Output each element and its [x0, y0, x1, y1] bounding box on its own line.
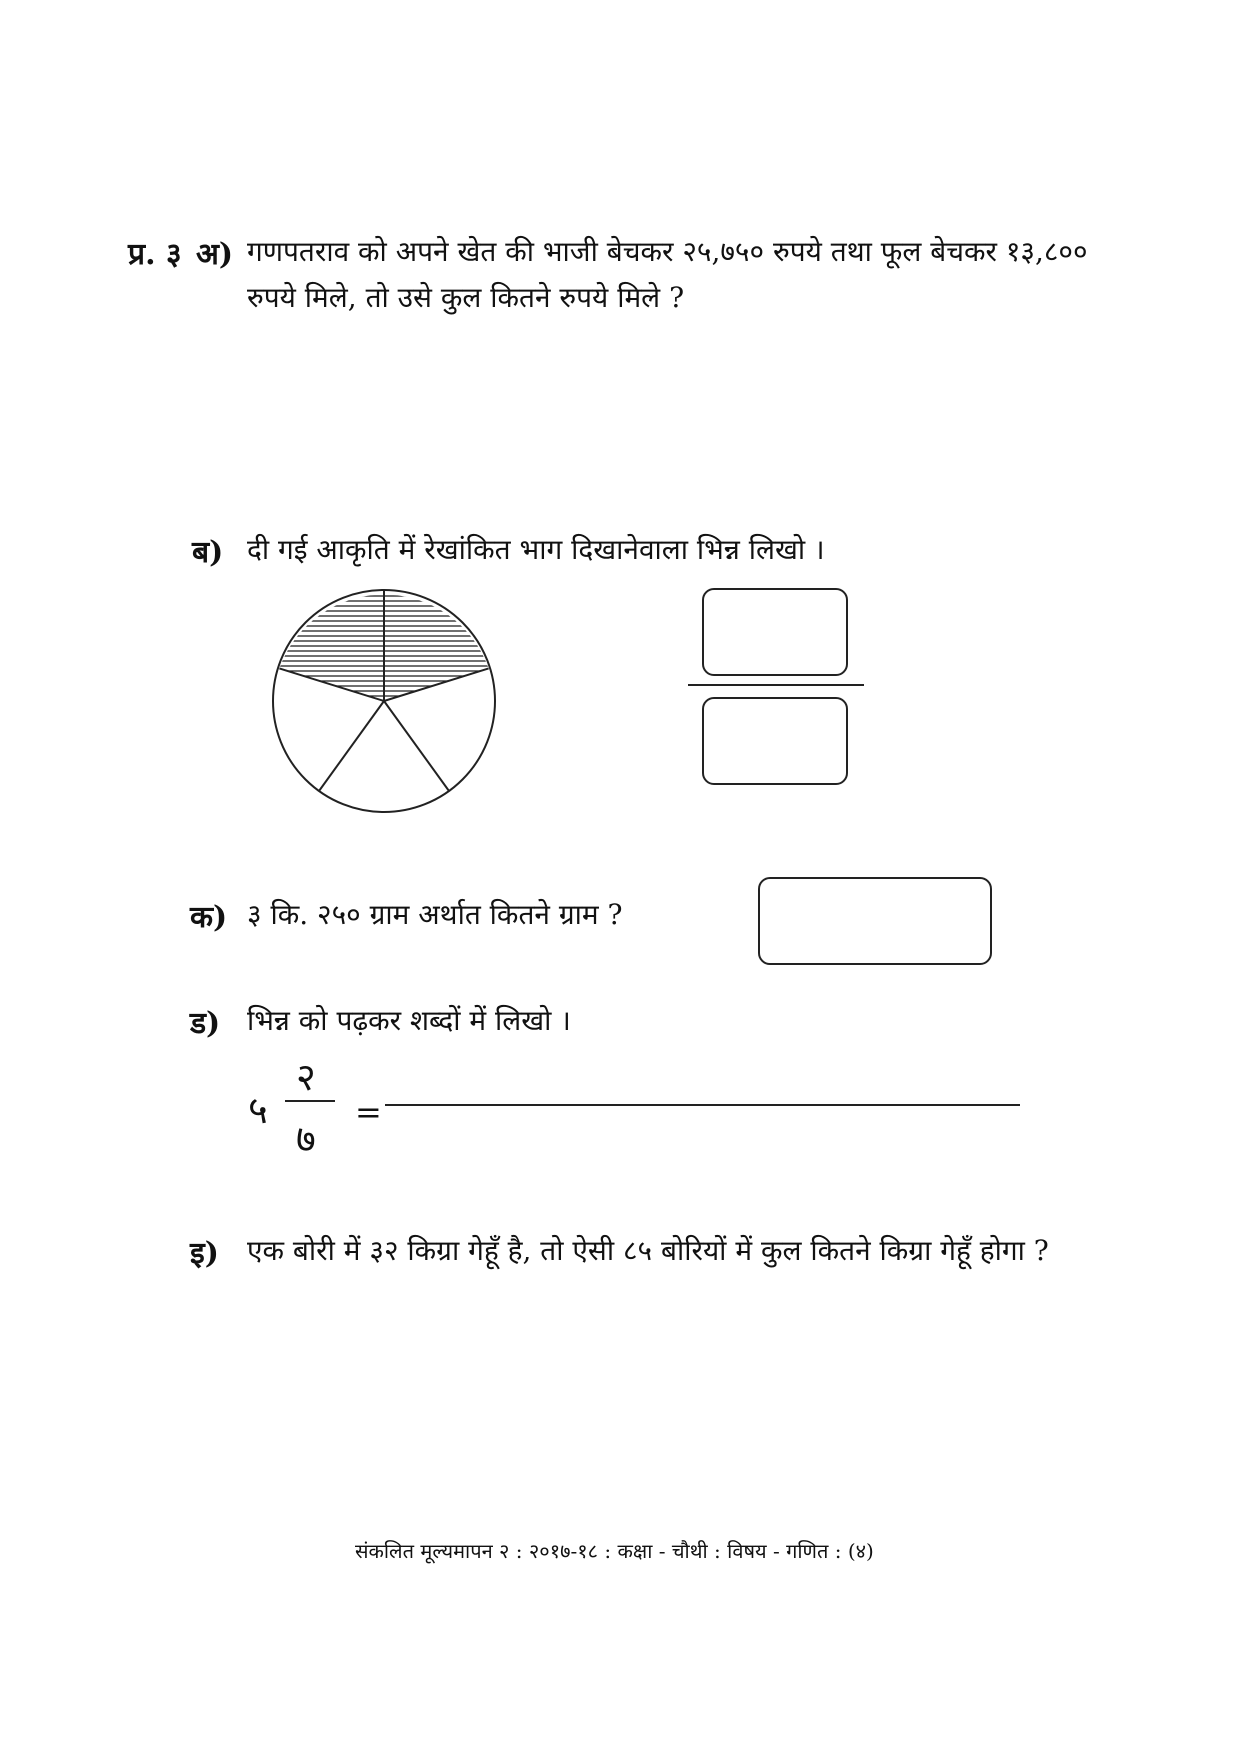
- grams-answer-box[interactable]: [758, 877, 992, 965]
- part-b-label: ब): [192, 535, 224, 570]
- part-e-label: इ): [190, 1236, 219, 1271]
- pie-divider: [384, 701, 449, 791]
- pie-figure: [268, 585, 500, 817]
- part-d-label: ड): [190, 1006, 221, 1041]
- part-a-text-line1: गणपतराव को अपने खेत की भाजी बेचकर २५,७५० रुपये तथा फूल बेचकर १३,८००: [247, 235, 1088, 268]
- equals-sign: =: [355, 1093, 382, 1131]
- mixed-fraction-denominator: ७: [296, 1117, 316, 1161]
- part-a-text-line2: रुपये मिले, तो उसे कुल कितने रुपये मिले ?: [247, 281, 685, 314]
- mixed-fraction-numerator: २: [296, 1055, 316, 1099]
- part-c-text: ३ कि. २५० ग्राम अर्थात कितने ग्राम ?: [247, 898, 623, 931]
- fraction-bar: [688, 684, 864, 686]
- pie-divider: [319, 701, 384, 791]
- part-a-label: अ): [196, 237, 234, 272]
- answer-writing-line[interactable]: [385, 1104, 1020, 1106]
- part-b-text: दी गई आकृति में रेखांकित भाग दिखानेवाला भिन्न लिखो ।: [247, 533, 825, 566]
- numerator-answer-box[interactable]: [702, 588, 848, 676]
- part-e-text: एक बोरी में ३२ किग्रा गेहूँ है, तो ऐसी ८५ बोरियों में कुल कितने किग्रा गेहूँ होगा ?: [247, 1234, 1049, 1267]
- denominator-answer-box[interactable]: [702, 697, 848, 785]
- part-d-text: भिन्न को पढ़कर शब्दों में लिखो ।: [247, 1004, 571, 1037]
- mixed-fraction-bar: [285, 1100, 335, 1102]
- question-number: प्र. ३: [128, 237, 182, 272]
- part-c-label: क): [190, 900, 228, 935]
- mixed-fraction-whole: ५: [248, 1088, 268, 1132]
- page-footer: संकलित मूल्यमापन २ : २०१७-१८ : कक्षा - चौथी : विषय - गणित : (४): [355, 1539, 874, 1563]
